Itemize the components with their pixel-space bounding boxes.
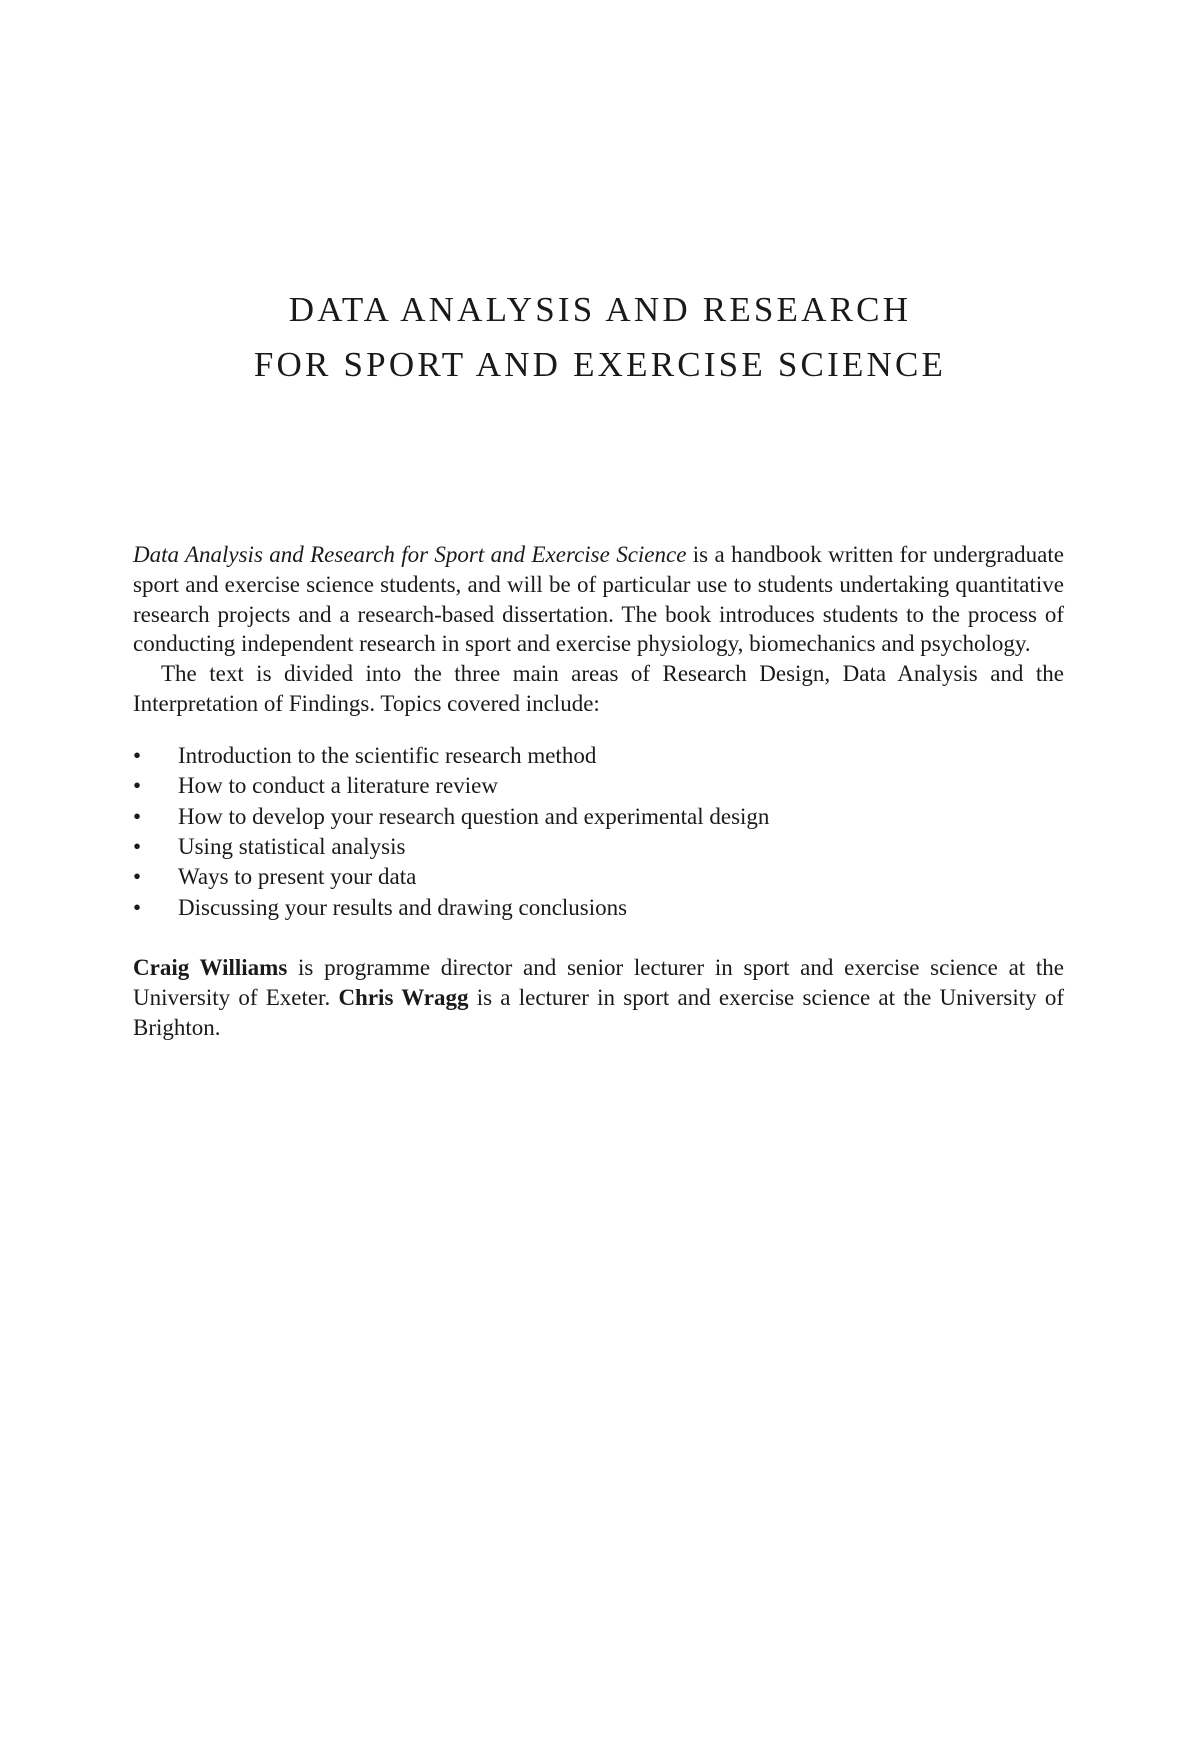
- second-paragraph: The text is divided into the three main areas of Research Design, Data Analysis and the Interpretation of Findings. Topics covered include:: [133, 661, 1064, 716]
- author2-name: Chris Wragg: [338, 985, 469, 1011]
- list-item: [133, 893, 1064, 923]
- author2-bio: is a lecturer in sport and exercise science at the University of Brighton.: [133, 985, 1065, 1040]
- topic-text: Ways to present your data: [178, 864, 417, 890]
- list-item: [133, 832, 1064, 862]
- intro-text: is a handbook written for undergraduate sport and exercise science students, and will be of particular use to students undertaking quantitative research projects and a research-based dissertation. The book introduces students to the process of conducting independent research in sport and exercise physiology, biomechanics and psychology.: [133, 542, 1064, 657]
- topic-text: Discussing your results and drawing conclusions: [178, 894, 628, 920]
- topic-text: Using statistical analysis: [178, 834, 406, 859]
- topic-text: How to develop your research question and experimental design: [178, 803, 770, 829]
- topic-text: Introduction to the scientific research method: [178, 742, 597, 768]
- list-item: [133, 741, 1064, 771]
- bullet: •: [133, 834, 142, 859]
- author-bios: [133, 953, 1064, 1042]
- author1-name: Craig Williams: [133, 955, 288, 981]
- bullet: •: [133, 803, 142, 829]
- topics-list: [133, 741, 1064, 923]
- list-item: [133, 862, 1064, 892]
- bullet: •: [133, 742, 142, 768]
- bullet: •: [133, 894, 142, 920]
- topic-text: How to conduct a literature review: [178, 773, 498, 799]
- list-item: [133, 771, 1064, 801]
- book-title: [0, 282, 1200, 392]
- bullet: •: [133, 864, 142, 890]
- list-item: [133, 802, 1064, 832]
- bullet: •: [133, 773, 142, 799]
- title-line-1: DATA ANALYSIS AND RESEARCH: [288, 290, 912, 329]
- title-line-2: FOR SPORT AND EXERCISE SCIENCE: [253, 345, 947, 384]
- intro-paragraph: [133, 540, 1064, 659]
- intro-book-title: Data Analysis and Research for Sport and Exercise Science: [133, 542, 687, 567]
- author1-bio: is programme director and senior lecturer in sport and exercise science at the University of Exeter.: [133, 955, 1064, 1011]
- book-description: [133, 540, 1064, 1043]
